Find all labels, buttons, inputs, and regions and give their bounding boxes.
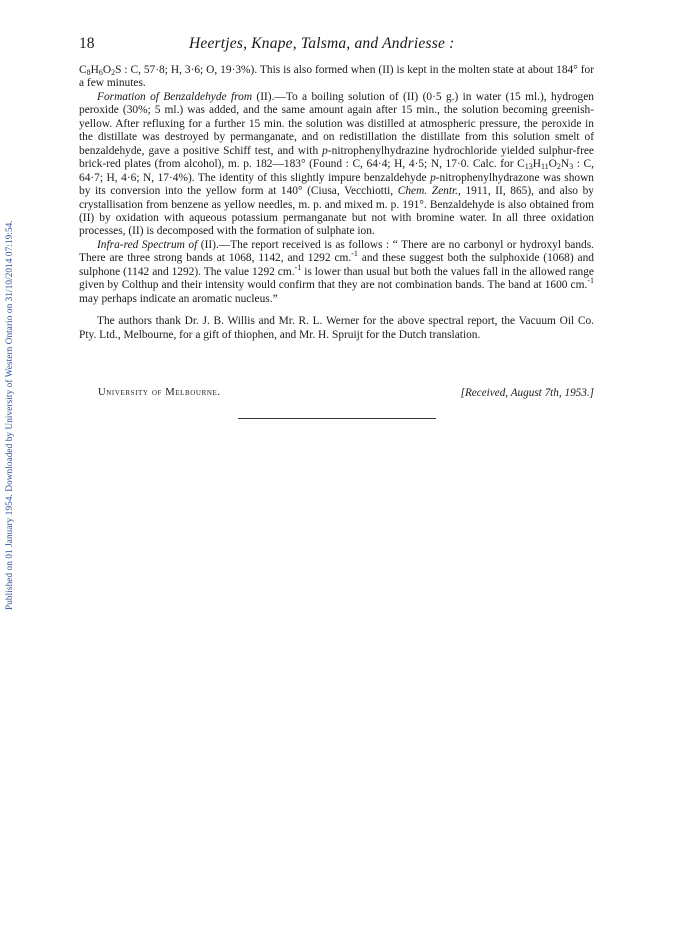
paragraph-infra-red-spectrum <box>79 239 594 306</box>
received-date: August 7th <box>510 387 559 399</box>
paragraph-text: The authors thank Dr. J. B. Willis and Mr. R. L. Werner for the above spectral report, the Vacuum Oil Co. Pty. Ltd., Melbourne, for a gift of thiophen, and Mr. H. Spruijt for the Dutch translation. <box>79 315 594 341</box>
page-header <box>79 35 594 55</box>
received-prefix: [Received, <box>460 387 511 399</box>
paragraph-analysis-result <box>79 64 594 91</box>
formula-part: H <box>90 64 99 76</box>
formula-part: O <box>102 64 112 76</box>
paragraph-text: -nitrophenylhydrazine hydrochloride yielded sulphur-free brick-red plates (from alcohol), m. p. 182—183° (Found : C, 64·4; H, 4·5; N, 17·0. Calc. for C <box>79 144 594 171</box>
paragraph-text: (II).—The report received is as follows : “ There are no carbonyl or hydroxyl bands. There are three strong bands at 1068, 1142, and 1292 cm. <box>79 238 594 265</box>
received-suffix: , 1953.] <box>558 387 594 399</box>
paragraph-formation-of-benzaldehyde <box>79 91 594 239</box>
journal-citation: Chem. Zentr. <box>397 185 459 198</box>
running-title: Heertjes, Knape, Talsma, and Andriesse : <box>189 35 455 52</box>
formula-part: N <box>560 158 570 171</box>
section-heading: Infra-red Spectrum of <box>97 238 198 251</box>
paragraph-text: and these suggest both the sulphoxide (1068) and sulphone (1142 and 1292). The value 1292 cm. <box>79 252 594 278</box>
paragraph-text: may perhaps indicate an aromatic nucleus.” <box>79 292 278 305</box>
paragraph-text: -nitrophenylhydrazone was shown by its conversion into the yellow form at 140° (Ciusa, Vecchiotti, <box>79 171 595 198</box>
formula-subscript: 6 <box>98 68 103 77</box>
article-footer <box>98 387 594 401</box>
end-rule <box>238 418 436 419</box>
formula-part: O <box>548 158 557 171</box>
formula-part: C <box>79 64 87 76</box>
formula-subscript: 3 <box>569 162 574 172</box>
formula-subscript: 8 <box>86 68 91 77</box>
download-watermark-text: Published on 01 January 1954. Downloaded by University of Western Ontario on 31/10/2014 07:19:54. <box>4 220 14 610</box>
download-watermark <box>4 130 18 610</box>
section-heading: Formation of Benzaldehyde from <box>97 90 253 103</box>
article-body <box>79 64 594 342</box>
received-date-line <box>461 387 594 399</box>
unit-superscript: -1 <box>351 249 358 259</box>
italic-prefix: p <box>430 171 436 184</box>
affiliation: University of Melbourne. <box>98 387 221 398</box>
formula-subscript: 11 <box>540 162 549 172</box>
paragraph-text: : C, 64·7; H, 4·6; N, 17·4%). The identity of this slightly impure benzaldehyde <box>79 158 594 184</box>
unit-superscript: -1 <box>587 276 594 286</box>
page-number: 18 <box>79 35 95 52</box>
formula-subscript: 2 <box>556 162 561 172</box>
formula-part: H <box>532 158 541 171</box>
paragraph-acknowledgements <box>79 315 594 342</box>
paragraph-text: S : C, 57·8; H, 3·6; O, 19·3%). This is also formed when (II) is kept in the molten state at about 184° for a few minutes. <box>79 64 594 90</box>
formula-subscript: 13 <box>524 162 533 172</box>
paragraph-text: is lower than usual but both the values fall in the allowed range given by Colthup and their intensity would confirm that they are not combination bands. The band at 1600 cm. <box>79 265 594 292</box>
italic-prefix: p <box>322 144 328 157</box>
formula-subscript: 2 <box>111 68 116 77</box>
paragraph-text: (II).—To a boiling solution of (II) (0·5 g.) in water (15 ml.), hydrogen peroxide (30%; 5 ml.) was added, and the same amount again after 15 min., the solution becoming greenish-yellow. After refluxing for a further 15 min. the solution was distilled at atmospheric pressure, the peroxide in the distillate was destroyed by permanganate, and on redistillation the distillate from this solution smelt of benzaldehyde, gave a positive Schiff test, and with <box>79 90 594 157</box>
paragraph-text: , 1911, II, 865), and also by crystallisation from benzene as yellow needles, m. p. and mixed m. p. 191°. Benzaldehyde is also obtained from (II) by oxidation with aqueous potassium permanganate but not with bromine water. In all three oxidation processes, (II) is decomposed with the formation of sulphate ion. <box>79 185 594 238</box>
unit-superscript: -1 <box>294 262 302 272</box>
